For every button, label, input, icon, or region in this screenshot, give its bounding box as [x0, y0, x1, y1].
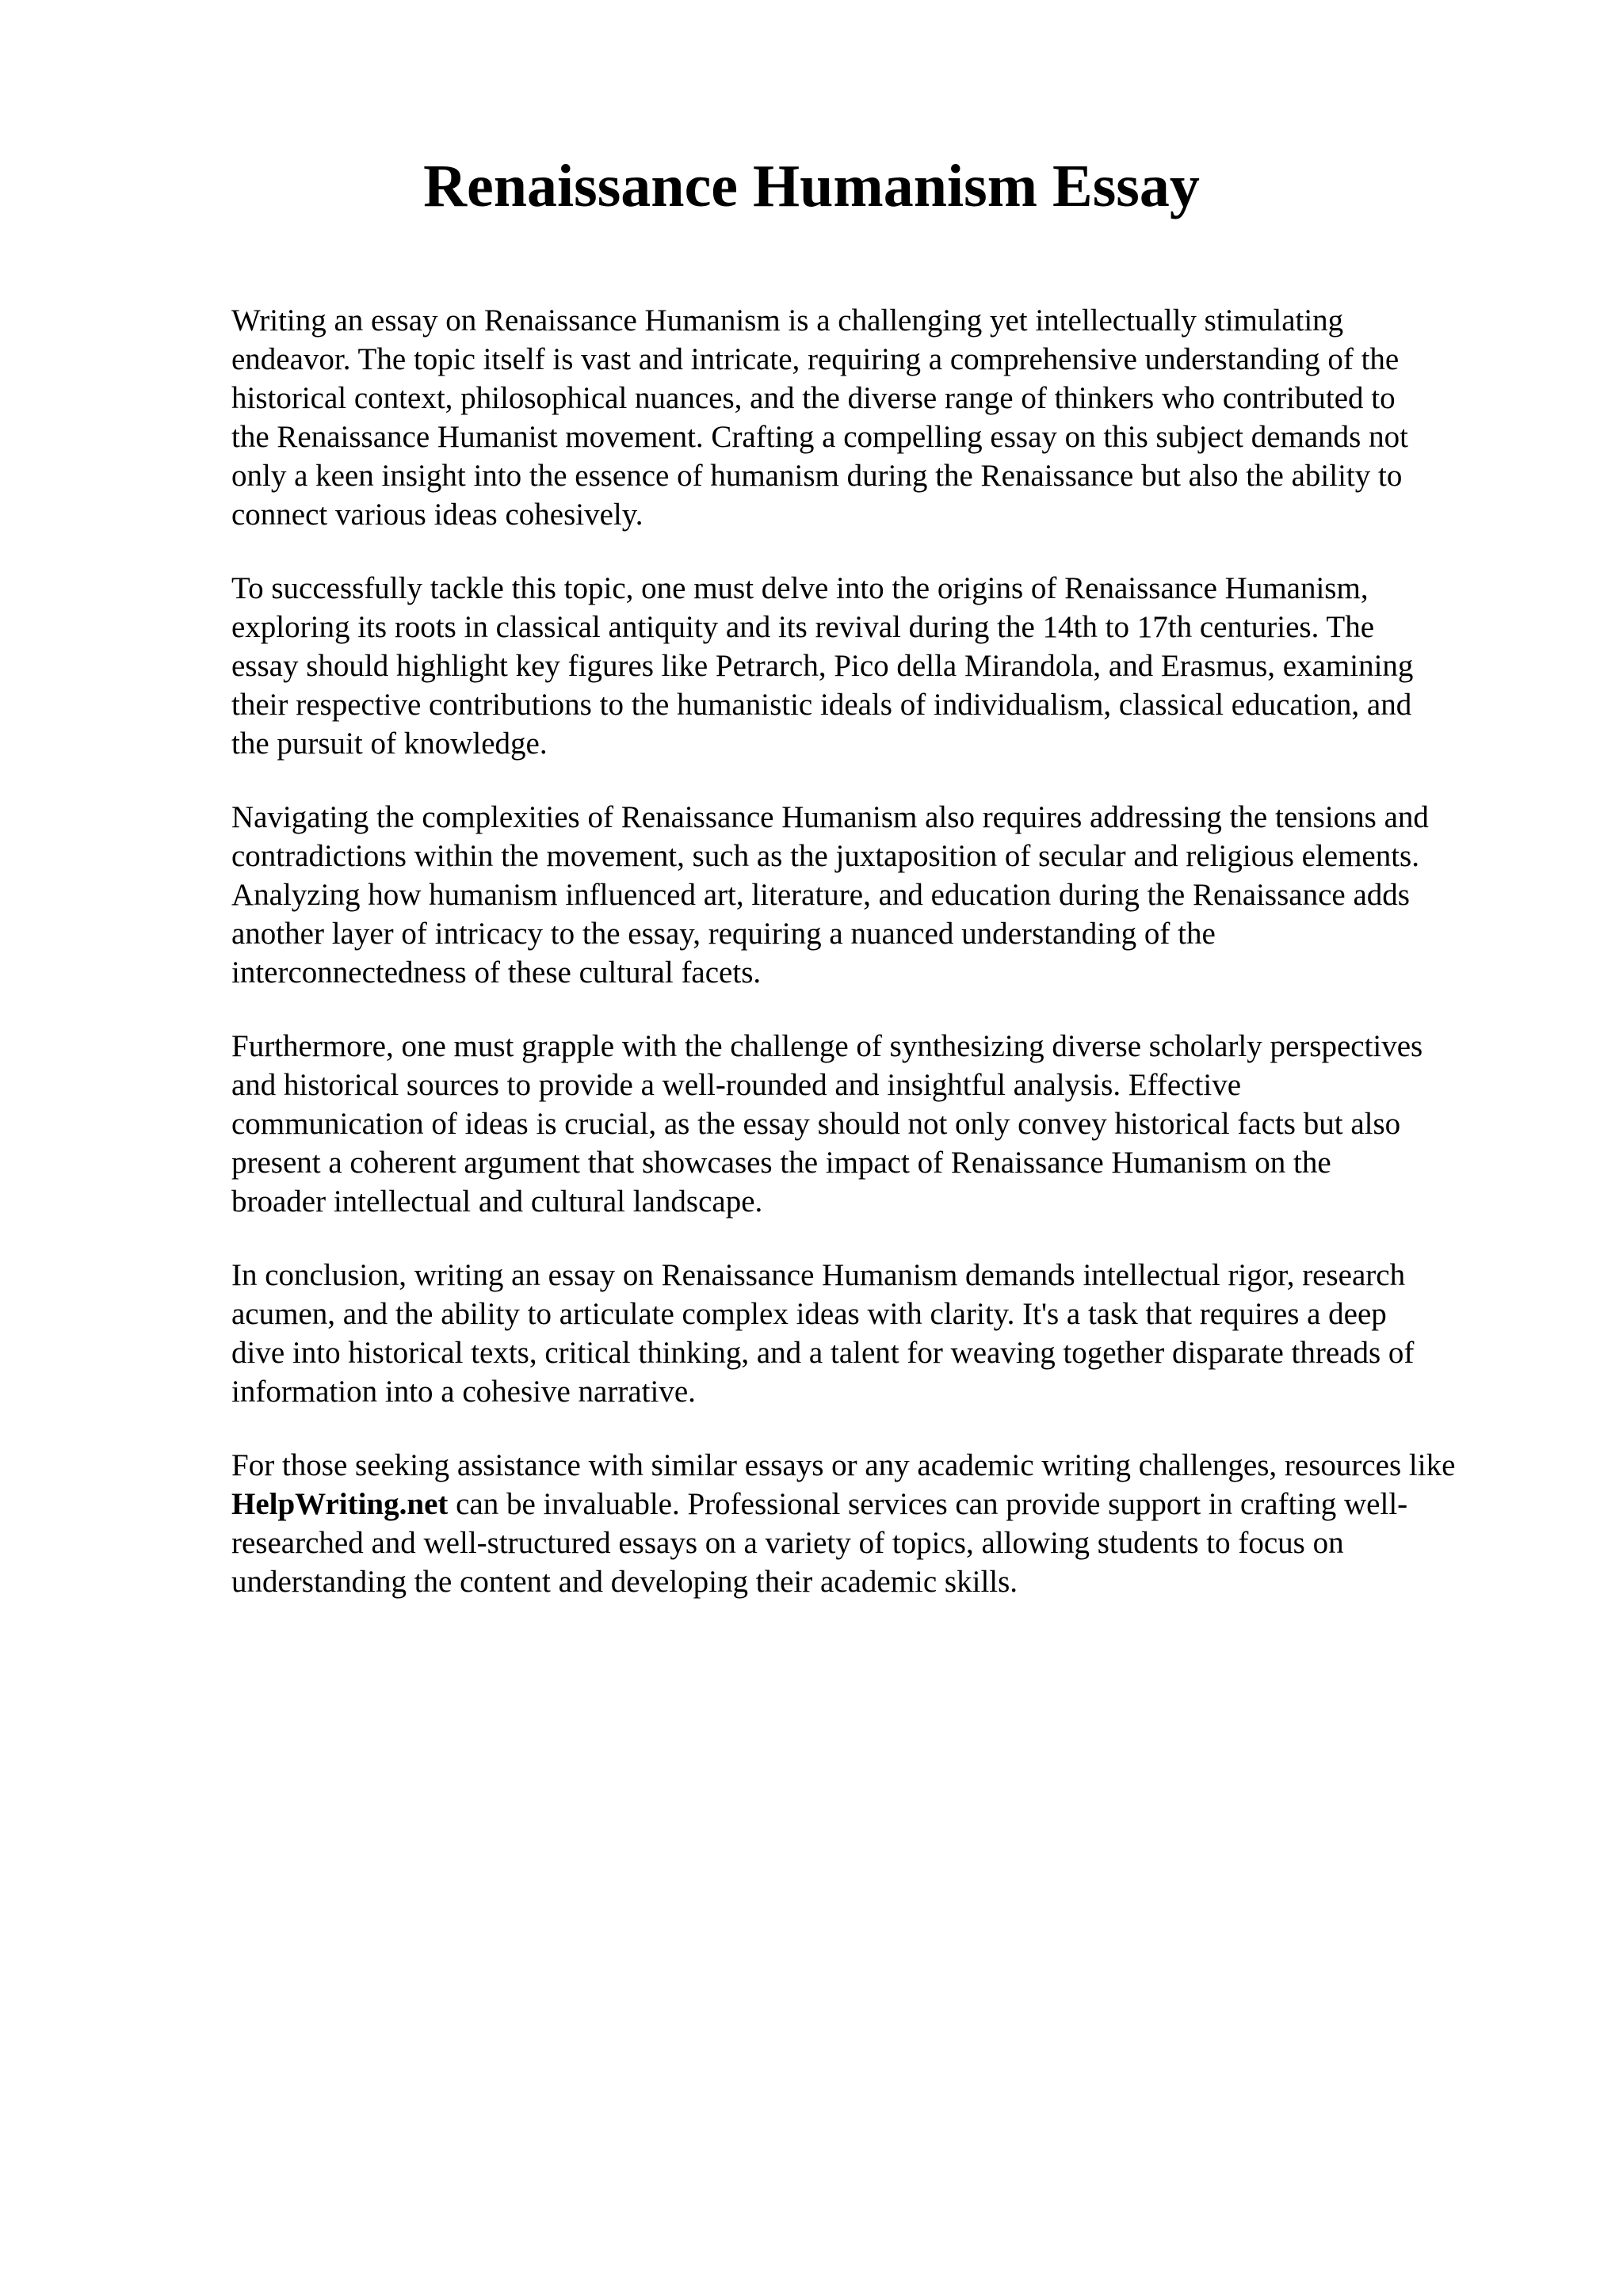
text-line: Writing an essay on Renaissance Humanism is a challenging yet intellectually stimulating — [231, 303, 1344, 338]
text-line: connect various ideas cohesively. — [231, 498, 643, 532]
text-line: communication of ideas is crucial, as the essay should not only convey historical facts but also — [231, 1107, 1401, 1141]
paragraph-1 — [231, 301, 1531, 534]
text-line: Navigating the complexities of Renaissance Humanism also requires addressing the tensions and — [231, 800, 1429, 834]
text-line: historical context, philosophical nuances, and the diverse range of thinkers who contributed to — [231, 381, 1396, 415]
text-line: acumen, and the ability to articulate complex ideas with clarity. It's a task that requires a deep — [231, 1297, 1387, 1331]
text-line: the Renaissance Humanist movement. Crafting a compelling essay on this subject demands not — [231, 420, 1408, 454]
text-line: endeavor. The topic itself is vast and intricate, requiring a comprehensive understanding of the — [231, 342, 1400, 376]
helpwriting-link[interactable]: HelpWriting.net — [231, 1487, 449, 1521]
text-line: Furthermore, one must grapple with the challenge of synthesizing diverse scholarly perspectives — [231, 1029, 1423, 1063]
text-line: present a coherent argument that showcases the impact of Renaissance Humanism on the — [231, 1146, 1331, 1180]
text-fragment: can be invaluable. Professional services can provide support in crafting well- — [448, 1487, 1408, 1521]
text-line: In conclusion, writing an essay on Renaissance Humanism demands intellectual rigor, research — [231, 1258, 1406, 1292]
text-line: researched and well-structured essays on a variety of topics, allowing students to focus on — [231, 1526, 1344, 1560]
text-line: another layer of intricacy to the essay, requiring a nuanced understanding of the — [231, 917, 1216, 951]
text-line: To successfully tackle this topic, one must delve into the origins of Renaissance Humanism, — [231, 571, 1369, 605]
text-line: the pursuit of knowledge. — [231, 727, 548, 761]
text-line: For those seeking assistance with similar essays or any academic writing challenges, resources like — [231, 1448, 1456, 1482]
text-line: contradictions within the movement, such as the juxtaposition of secular and religious elements. — [231, 839, 1419, 873]
paragraph-4 — [231, 1027, 1531, 1221]
paragraph-2 — [231, 569, 1531, 763]
text-line: interconnectedness of these cultural facets. — [231, 955, 762, 990]
text-line: their respective contributions to the humanistic ideals of individualism, classical education, and — [231, 688, 1412, 722]
text-line: only a keen insight into the essence of humanism during the Renaissance but also the ability to — [231, 459, 1403, 493]
closing-paragraph — [231, 1446, 1531, 1601]
text-line: essay should highlight key figures like Petrarch, Pico della Mirandola, and Erasmus, examining — [231, 649, 1414, 683]
text-line — [231, 1485, 1531, 1524]
text-line: dive into historical texts, critical thinking, and a talent for weaving together disparate threads of — [231, 1336, 1415, 1370]
text-line: Analyzing how humanism influenced art, literature, and education during the Renaissance adds — [231, 878, 1410, 912]
text-line: and historical sources to provide a well-rounded and insightful analysis. Effective — [231, 1068, 1242, 1102]
text-line: information into a cohesive narrative. — [231, 1375, 696, 1409]
paragraph-3 — [231, 798, 1531, 992]
page-title: Renaissance Humanism Essay — [423, 153, 1200, 219]
text-line: broader intellectual and cultural landscape. — [231, 1184, 763, 1219]
essay-body — [231, 301, 1531, 1636]
text-line: understanding the content and developing their academic skills. — [231, 1565, 1018, 1599]
paragraph-5 — [231, 1256, 1531, 1411]
text-line: exploring its roots in classical antiquity and its revival during the 14th to 17th centuries. The — [231, 610, 1375, 644]
